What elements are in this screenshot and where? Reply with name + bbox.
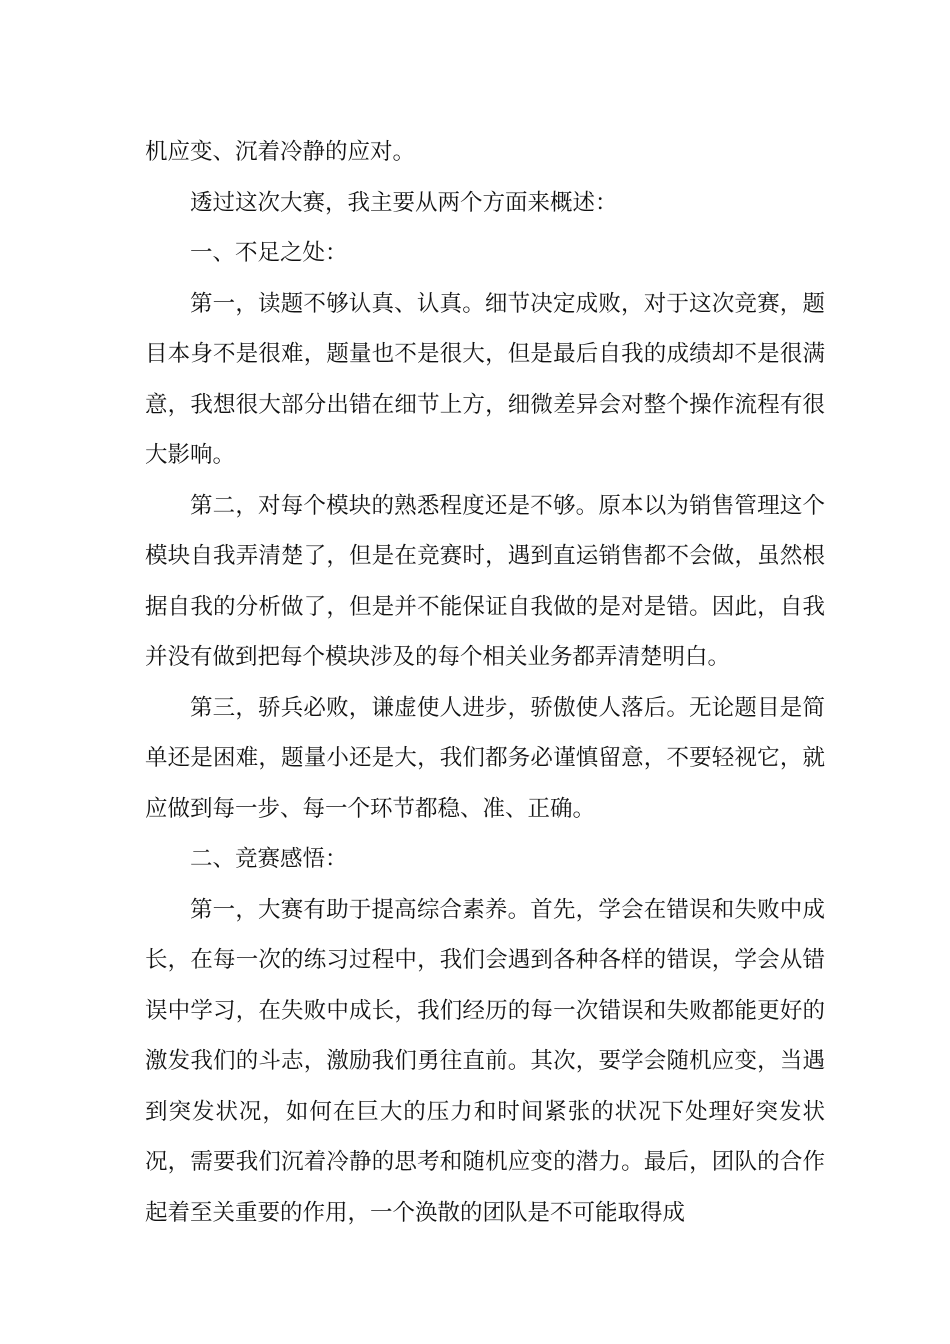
paragraph-insight-1: 第一，大赛有助于提高综合素养。首先，学会在错误和失败中成长，在每一次的练习过程中，我们会遇到各种各样的错误，学会从错误中学习，在失败中成长，我们经历的每一次错误和失败都能更好的激发我们的斗志，激励我们勇往直前。其次，要学会随机应变，当遇到突发状况，如何在巨大的压力和时间紧张的状况下处理好突发状况，需要我们沉着冷静的思考和随机应变的潜力。最后，团队的合作起着至关重要的作用，一个涣散的团队是不可能取得成: [145, 896, 825, 1226]
paragraph-shortcoming-1: 第一，读题不够认真、认真。细节决定成败，对于这次竞赛，题目本身不是很难，题量也不是很大，但是最后自我的成绩却不是很满意，我想很大部分出错在细节上方，细微差异会对整个操作流程有很大影响。: [145, 290, 825, 468]
paragraph-shortcoming-3: 第三，骄兵必败，谦虚使人进步，骄傲使人落后。无论题目是简单还是困难，题量小还是大，我们都务必谨慎留意，不要轻视它，就应做到每一步、每一个环节都稳、准、正确。: [145, 694, 825, 822]
paragraph-intro: 透过这次大赛，我主要从两个方面来概述：: [190, 189, 618, 216]
paragraph-continuation: 机应变、沉着冷静的应对。: [145, 139, 416, 165]
section-heading-shortcomings: 一、不足之处：: [190, 240, 348, 266]
paragraph-shortcoming-2: 第二，对每个模块的熟悉程度还是不够。原本以为销售管理这个模块自我弄清楚了，但是在竞赛时，遇到直运销售都不会做，虽然根据自我的分析做了，但是并不能保证自我做的是对是错。因此，自我并没有做到把每个模块涉及的每个相关业务都弄清楚明白。: [145, 492, 825, 670]
section-heading-insights: 二、竞赛感悟：: [190, 846, 348, 872]
document-body: [145, 127, 825, 1238]
